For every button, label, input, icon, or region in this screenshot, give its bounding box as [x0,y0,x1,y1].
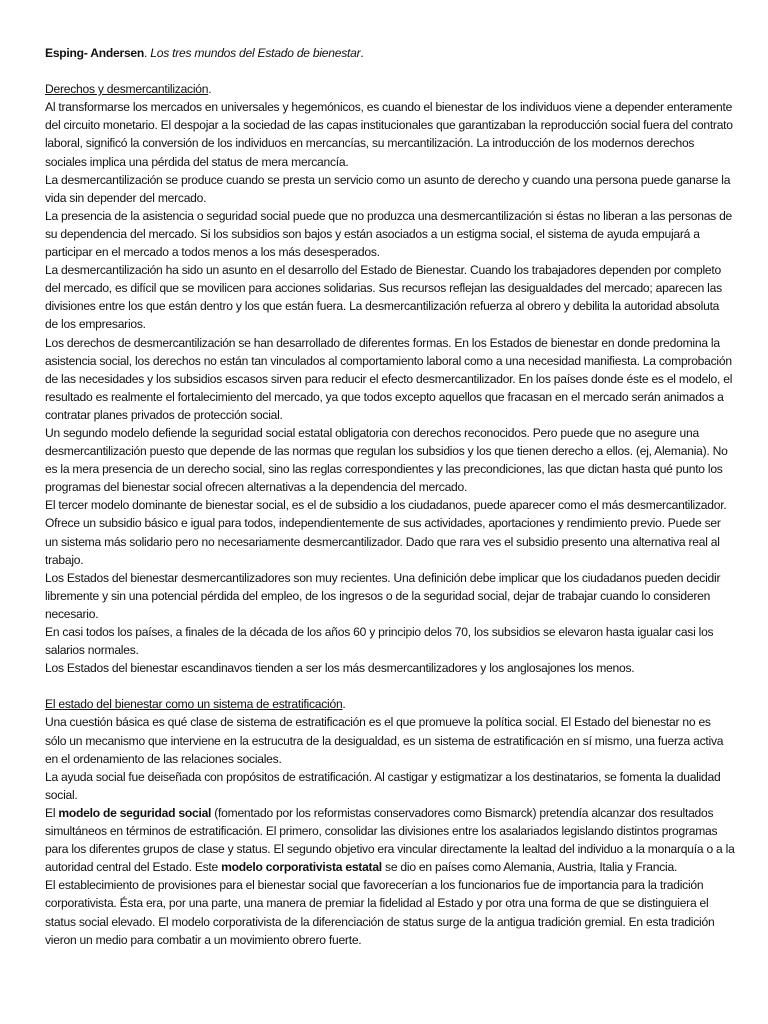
section-title: El estado del bienestar como un sistema de estratificación [45,697,343,712]
paragraph: El establecimiento de provisiones para el bienestar social que favorecerían a los funcionarios fue de importancia para la tradición corporativista. Ésta era, por una parte, una manera de premiar la fidelidad al Estado y por otra una forma de que se distinguiera el status social elevado. El modelo corporativista de la diferenciación de status surge de la antigua tradición gremial. En esta tradición vieron un medio para combatir a un movimiento obrero fuerte. [45,878,715,947]
title-period: . [360,46,364,60]
paragraph: El tercer modelo dominante de bienestar social, es el de subsidio a los ciudadanos, puede aparecer como el más desmercantilizador. Ofrece un subsidio básico e igual para todos, independientemente de sus actividades, aportaciones y rendimiento previo. Puede ser un sistema más solidario pero no necesariamente desmercantilizador. Dado que rara ves el subsidio presento una alternativa real al trabajo. [45,498,727,567]
text-run: se dio en países como Alemania, Austria, Italia y Francia. [381,860,678,875]
paragraph-seguridad-social [45,804,735,876]
paragraph: Un segundo modelo defiende la seguridad social estatal obligatoria con derechos reconocidos. Pero puede que no asegure una desmercantilización puesto que depende de las normas que regulan los subsidios y los que tienen derecho a ellos. (ej, Alemania). No es la mera presencia de un derecho social, sino las reglas correspondientes y las precondiciones, las que dictan hasta qué punto los programas del bienestar social ofrecen alternativas a la dependencia del mercado. [45,425,728,495]
section-title-period: . [342,697,346,712]
section-heading-derechos [45,80,735,98]
spacer [45,62,735,80]
paragraph: La presencia de la asistencia o seguridad social puede que no produzca una desmercantilización si éstas no liberan a las personas de su dependencia del mercado. Si los subsidios son bajos y están asociados a un estigma social, el sistema de ayuda empujará a participar en el mercado a todos menos a los más desesperados. [45,208,733,260]
author-period: . [144,46,148,60]
document-header [45,44,735,62]
text-run: El [45,805,59,820]
paragraph: Los Estados del bienestar escandinavos tienden a ser los más desmercantilizadores y los anglosajones los menos. [45,661,635,676]
paragraph: Una cuestión básica es qué clase de sistema de estratificación es el que promueve la política social. El Estado del bienestar no es sólo un mecanismo que interviene en la estrucutra de la desigualdad, es un sistema de estratificación en sí mismo, una fuerza activa en el ordenamiento de las relaciones sociales. [45,715,724,766]
document-page [45,44,735,949]
section-heading-estratificacion [45,695,735,713]
bold-term: modelo corporativista estatal [221,860,382,875]
paragraph: Los derechos de desmercantilización se han desarrollado de diferentes formas. En los Estados de bienestar en donde predomina la asistencia social, los derechos no están tan vinculados al comportamiento laboral como a una necesidad manifiesta. La comprobación de las necesidades y los subsidios escasos sirven para reducir el efecto desmercantilizador. En los países donde éste es el modelo, el resultado es realmente el fortalecimiento del mercado, ya que todos excepto aquellos que fracasan en el mercado serán animados a contratar planes privados de protección social. [45,335,733,422]
paragraph: La desmercantilización ha sido un asunto en el desarrollo del Estado de Bienestar. Cuando los trabajadores dependen por completo del mercado, es difícil que se movilicen para acciones solidarias. Sus recursos reflejan las desigualdades del mercado; aparecen las divisiones entre los que están dentro y los que están fuera. La desmercantilización refuerza al obrero y debilita la autoridad absoluta de los empresarios. [45,263,722,332]
paragraph: Los Estados del bienestar desmercantilizadores son muy recientes. Una definición debe implicar que los ciudadanos pueden decidir libremente y sin una potencial pérdida del empleo, de los ingresos o de la seguridad social, dejar de trabajar cuando lo consideren necesario. [45,570,721,621]
paragraph: La ayuda social fue deiseñada con propósitos de estratificación. Al castigar y estigmatizar a los destinatarios, se fomenta la dualidad social. [45,769,721,802]
paragraph: En casi todos los países, a finales de la década de los años 60 y principio delos 70, los subsidios se elevaron hasta igualar casi los salarios normales. [45,625,714,658]
paragraph: La desmercantilización se produce cuando se presta un servicio como un asunto de derecho y cuando una persona puede ganarse la vida sin depender del mercado. [45,172,731,205]
author-name: Esping- Andersen [45,46,145,60]
book-title: Los tres mundos del Estado de bienestar [150,46,361,60]
paragraph: Al transformarse los mercados en universales y hegemónicos, es cuando el bienestar de los individuos viene a depender enteramente del circuito monetario. El despojar a la sociedad de las capas institucionales que garantizaban la reproducción social fuera del contrato laboral, significó la conversión de los individuos en mercancías, su mercantilización. La introducción de los modernos derechos sociales implica una pérdida del status de mera mercancía. [45,100,733,169]
section-title: Derechos y desmercantilización [45,82,209,97]
section-title-period: . [208,82,212,97]
text-run: (fomentado por los reformistas conservadores como Bismarck) pretendía alcanzar dos resultados simultáneos en términos de estratificación. El primero, consolidar las divisiones entre los asalariados legislando distintos programas para los diferentes grupos de clase y status. El segundo objetivo era vincular directamente la lealtad del individuo a la monarquía o a la autoridad central del Estado. Este [45,805,735,875]
bold-term: modelo de seguridad social [58,805,212,820]
spacer [45,677,735,695]
